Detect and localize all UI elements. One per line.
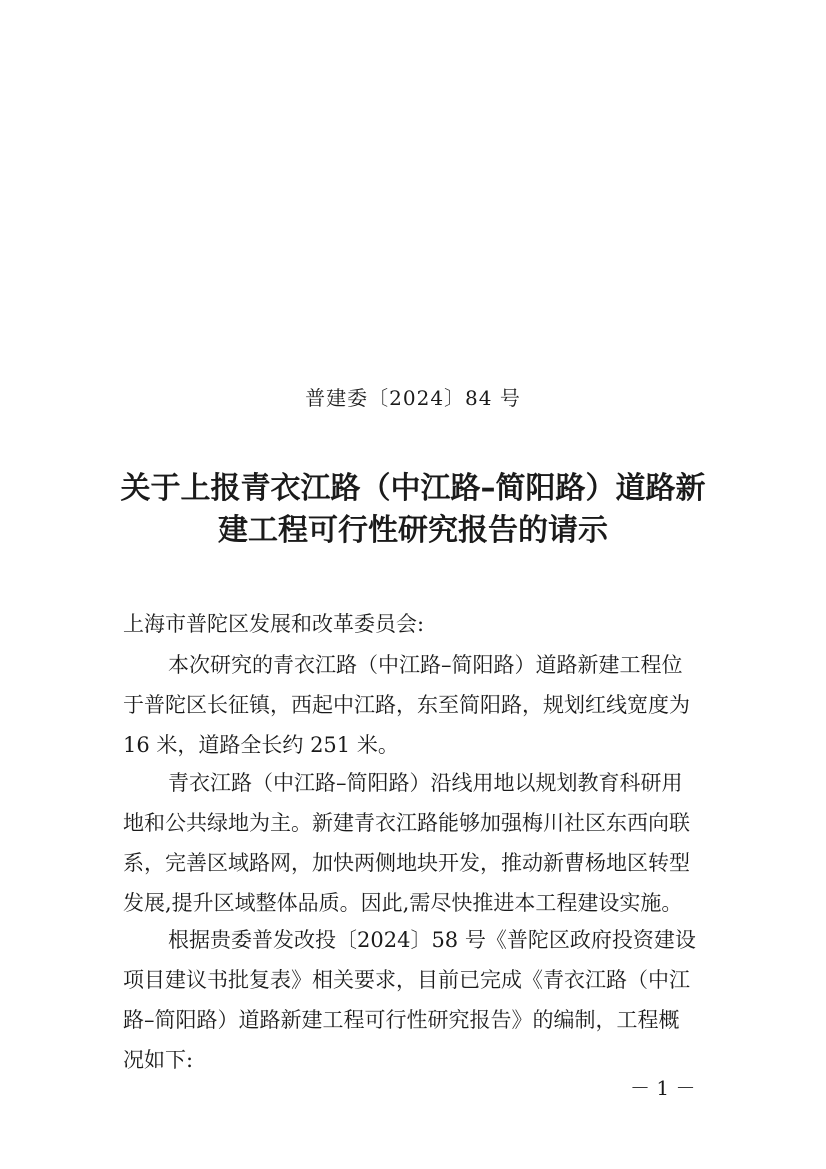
paragraph-line: 况如下: [123, 1048, 194, 1072]
document-title [110, 468, 716, 552]
body-paragraph-1 [123, 645, 717, 765]
paragraph-line: 系，完善区域路网，加快两侧地块开发，推动新曹杨地区转型 [123, 851, 690, 875]
paragraph-line: 青衣江路（中江路–简阳路）沿线用地以规划教育科研用 [168, 771, 683, 795]
paragraph-line: 地和公共绿地为主。新建青衣江路能够加强梅川社区东西向联 [123, 811, 690, 835]
paragraph-line: 16 米，道路全长约 251 米。 [123, 733, 399, 757]
paragraph-line: 于普陀区长征镇，西起中江路，东至简阳路，规划红线宽度为 [123, 693, 690, 717]
paragraph-line: 路–简阳路）道路新建工程可行性研究报告》的编制，工程概 [123, 1008, 680, 1032]
body-paragraph-2 [123, 763, 717, 923]
body-paragraph-3 [123, 920, 717, 1080]
paragraph-line: 项目建议书批复表》相关要求，目前已完成《青衣江路（中江 [123, 968, 690, 992]
paragraph-line: 本次研究的青衣江路（中江路–简阳路）道路新建工程位 [168, 653, 683, 677]
recipient-salutation: 上海市普陀区发展和改革委员会: [123, 612, 425, 636]
title-line-2: 建工程可行性研究报告的请示 [218, 513, 608, 548]
title-line-1: 关于上报青衣江路（中江路–简阳路）道路新 [120, 471, 706, 506]
paragraph-line: 发展,提升区域整体品质。因此,需尽快推进本工程建设实施。 [123, 891, 683, 915]
paragraph-line: 根据贵委普发改投〔2024〕58 号《普陀区政府投资建设 [168, 928, 696, 952]
document-number: 普建委〔2024〕84 号 [305, 386, 521, 410]
page-number: － 1 － [630, 1076, 696, 1100]
